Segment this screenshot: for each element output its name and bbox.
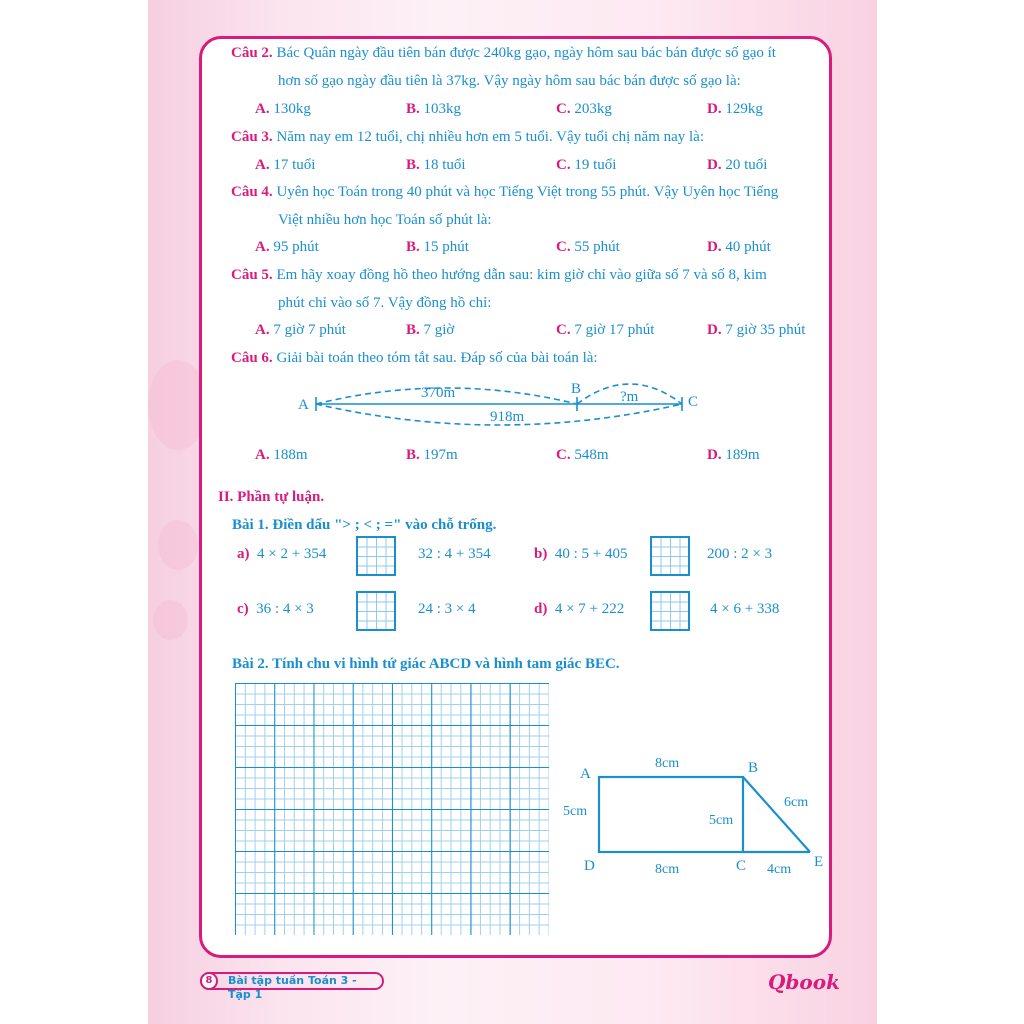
length-ac-label: 918m <box>490 409 525 425</box>
q2-option-d[interactable]: D. 129kg <box>707 101 763 117</box>
q3-option-b[interactable]: B. 18 tuổi <box>406 157 466 173</box>
vertex-d-label: D <box>584 858 595 874</box>
length-bc: 5cm <box>709 813 734 828</box>
page-number: 8 <box>200 972 218 990</box>
compare-d-right: 4 × 6 + 338 <box>710 601 780 617</box>
point-b-label: B <box>571 381 582 397</box>
question-3: Câu 3. Năm nay em 12 tuổi, chị nhiều hơn em 5 tuổi. Vậy tuổi chị năm nay là: <box>231 129 705 145</box>
compare-c-right: 24 : 3 × 4 <box>418 601 476 617</box>
q4-option-b[interactable]: B. 15 phút <box>406 239 469 255</box>
footer-book-title: Bài tập tuần Toán 3 - Tập 1 <box>228 974 357 1001</box>
q4-option-d[interactable]: D. 40 phút <box>707 239 771 255</box>
q3-option-a[interactable]: A. 17 tuổi <box>255 157 316 173</box>
q3-option-d[interactable]: D. 20 tuổi <box>707 157 768 173</box>
q5-option-a[interactable]: A. 7 giờ 7 phút <box>255 322 346 338</box>
vertex-b-label: B <box>748 760 759 776</box>
q4-option-c[interactable]: C. 55 phút <box>556 239 620 255</box>
point-c-label: C <box>688 394 699 410</box>
question-5: Câu 5. Em hãy xoay đồng hồ theo hướng dẫn sau: kim giờ chỉ vào giữa số 7 và số 8, kim <box>231 267 767 283</box>
compare-row-a: a) 4 × 2 + 354 <box>237 546 327 562</box>
compare-row-b: b) 40 : 5 + 405 <box>534 546 628 562</box>
point-a-label: A <box>298 397 309 413</box>
q6-option-c[interactable]: C. 548m <box>556 447 609 463</box>
compare-row-d: d) 4 × 7 + 222 <box>534 601 625 617</box>
section-heading: II. Phần tự luận. <box>218 489 325 505</box>
length-dc: 8cm <box>655 862 680 877</box>
compare-a-right: 32 : 4 + 354 <box>418 546 491 562</box>
compare-row-c: c) 36 : 4 × 3 <box>237 601 314 617</box>
question-6: Câu 6. Giải bài toán theo tóm tắt sau. Đáp số của bài toán là: <box>231 350 598 366</box>
q2-option-a[interactable]: A. 130kg <box>255 101 311 117</box>
q5-option-b[interactable]: B. 7 giờ <box>406 322 455 338</box>
footer-title <box>200 972 384 1001</box>
vertex-e-label: E <box>814 854 824 870</box>
bai1-title: Bài 1. Điền dấu "> ; < ; =" vào chỗ trống. <box>232 517 497 533</box>
q4-option-a[interactable]: A. 95 phút <box>255 239 319 255</box>
bai2-title: Bài 2. Tính chu vi hình tứ giác ABCD và hình tam giác BEC. <box>232 656 620 672</box>
question-2: Câu 2. Bác Quân ngày đầu tiên bán được 240kg gạo, ngày hôm sau bác bán được số gạo ít <box>231 45 776 61</box>
length-ad: 5cm <box>563 804 588 819</box>
triangle-side-be <box>743 777 810 852</box>
q6-option-d[interactable]: D. 189m <box>707 447 760 463</box>
length-ab-label: 370m <box>421 385 456 401</box>
compare-b-right: 200 : 2 × 3 <box>707 546 773 562</box>
q3-option-c[interactable]: C. 19 tuổi <box>556 157 617 173</box>
q6-option-a[interactable]: A. 188m <box>255 447 308 463</box>
q6-option-b[interactable]: B. 197m <box>406 447 458 463</box>
length-ce: 4cm <box>767 862 792 877</box>
question-4: Câu 4. Uyên học Toán trong 40 phút và học Tiếng Việt trong 55 phút. Vậy Uyên học Tiếng <box>231 184 779 200</box>
vertex-a-label: A <box>580 766 591 782</box>
question-5-line2: phút chỉ vào số 7. Vậy đồng hồ chỉ: <box>278 295 492 311</box>
vertex-c-label: C <box>736 858 747 874</box>
q5-option-c[interactable]: C. 7 giờ 17 phút <box>556 322 655 338</box>
question-4-line2: Việt nhiều hơn học Toán số phút là: <box>278 212 492 228</box>
q5-option-d[interactable]: D. 7 giờ 35 phút <box>707 322 806 338</box>
q2-option-c[interactable]: C. 203kg <box>556 101 612 117</box>
q2-option-b[interactable]: B. 103kg <box>406 101 462 117</box>
question-2-line2: hơn số gạo ngày đầu tiên là 37kg. Vậy ngày hôm sau bác bán được số gạo là: <box>278 73 741 89</box>
length-ab: 8cm <box>655 756 680 771</box>
qbook-logo: Qbook <box>768 970 840 994</box>
length-be: 6cm <box>784 795 809 810</box>
length-bc-label: ?m <box>620 389 639 405</box>
